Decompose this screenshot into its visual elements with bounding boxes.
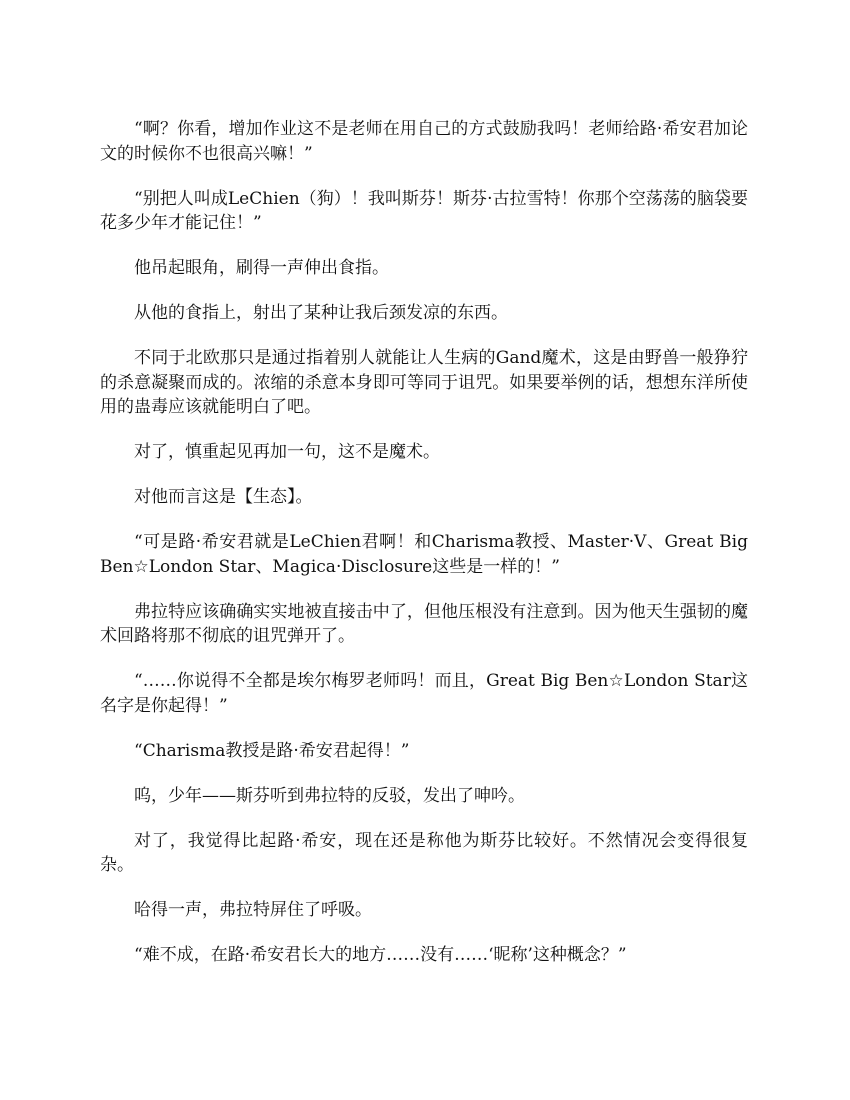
paragraph-11: “Charisma教授是路·希安君起得！”	[134, 740, 410, 761]
paragraph-12: 呜，少年——斯芬听到弗拉特的反驳，发出了呻吟。	[134, 785, 525, 806]
paragraph-1: “啊？你看，增加作业这不是老师在用自己的方式鼓励我吗！老师给路·希安君加论文的时候你不也很高兴嘛！”	[100, 119, 748, 164]
paragraph-7: 对他而言这是【生态】。	[134, 487, 313, 507]
paragraph-10: “……你说得不全都是埃尔梅罗老师吗！而且，Great Big Ben☆London Star这名字是你起得！”	[100, 671, 748, 716]
paragraph-8: “可是路·希安君就是LeChien君啊！和Charisma教授、Master·V、Great Big Ben☆London Star、Magica·Disclosure这些是一样的！”	[100, 532, 748, 577]
paragraph-2: “别把人叫成LeChien（狗）！我叫斯芬！斯芬·古拉雪特！你那个空荡荡的脑袋要花多少年才能记住！”	[100, 188, 748, 233]
body-text	[100, 117, 748, 988]
paragraph-5: 不同于北欧那只是通过指着别人就能让人生病的Gand魔术，这是由野兽一般狰狞的杀意凝聚而成的。浓缩的杀意本身即可等同于诅咒。如果要举例的话，想想东洋所使用的蛊毒应该就能明白了吧。	[100, 348, 748, 417]
paragraph-9: 弗拉特应该确确实实地被直接击中了，但他压根没有注意到。因为他天生强韧的魔术回路将那不彻底的诅咒弹开了。	[100, 601, 748, 646]
paragraph-4: 从他的食指上，射出了某种让我后颈发凉的东西。	[134, 303, 508, 323]
paragraph-6: 对了，慎重起见再加一句，这不是魔术。	[134, 442, 440, 462]
paragraph-13: 对了，我觉得比起路·希安，现在还是称他为斯芬比较好。不然情况会变得很复杂。	[100, 830, 748, 875]
paragraph-3: 他吊起眼角，刷得一声伸出食指。	[134, 258, 389, 278]
paragraph-14: 哈得一声，弗拉特屏住了呼吸。	[134, 900, 372, 920]
paragraph-15: “难不成，在路·希安君长大的地方……没有……‘昵称’这种概念？”	[134, 945, 627, 965]
